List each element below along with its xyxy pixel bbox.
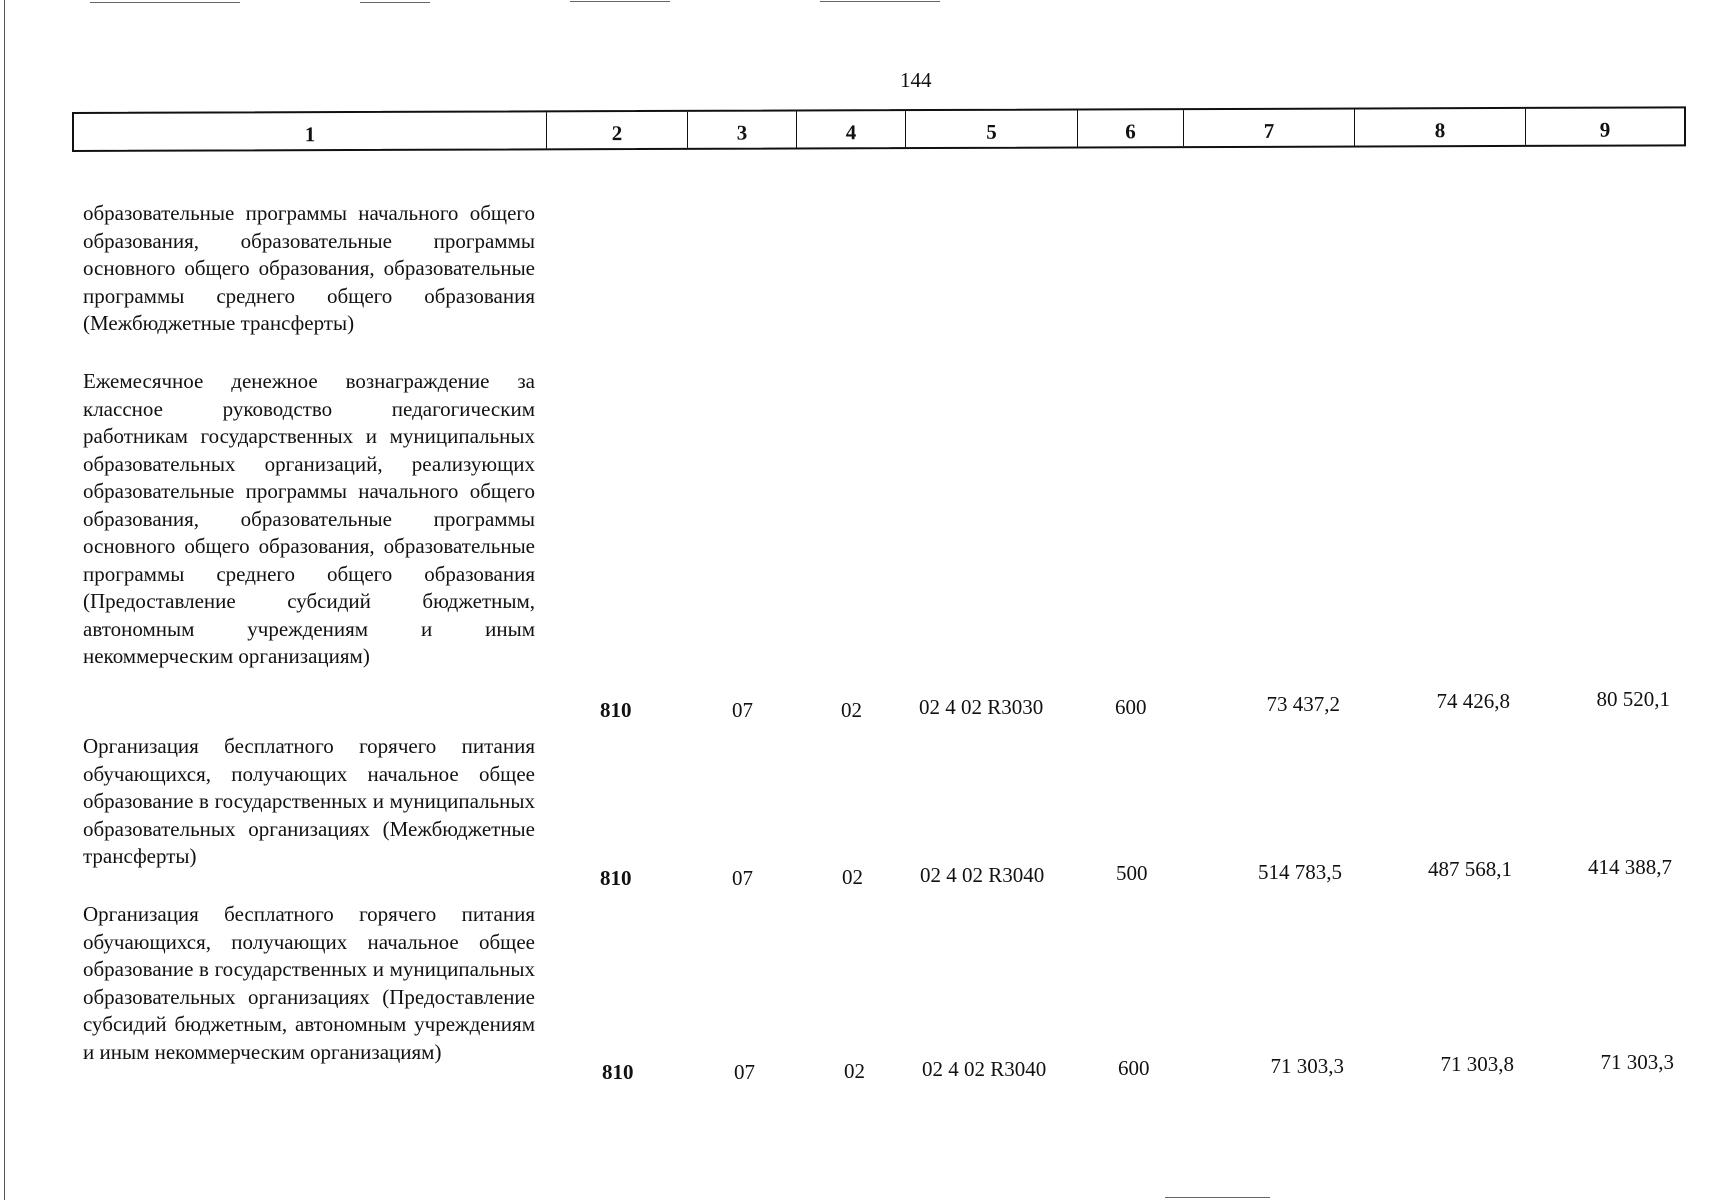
- row-description: Организация бесплатного горячего питания обучающихся, получающих начальное общее образование в государственных и муниципальных образовательных организациях (Предоставление субсидий бюджетным, автономным учреждениям и иным некоммерческим организациям): [83, 902, 535, 1064]
- cell-col-7: 73 437,2: [1266, 692, 1340, 716]
- scan-mark: [570, 1, 670, 2]
- cell-col-4: 02: [841, 698, 862, 722]
- column-header-4: 4: [796, 111, 905, 147]
- column-header-5: 5: [905, 110, 1077, 147]
- row-description: образовательные программы начального общего образования, образовательные программы основного общего образования, образовательные программы среднего общего образования (Межбюджетные трансферты): [83, 201, 535, 335]
- column-header-7: 7: [1183, 110, 1354, 147]
- cell-col-8: 74 426,8: [1436, 689, 1510, 713]
- cell-col-7: 514 783,5: [1258, 860, 1342, 884]
- column-header-3: 3: [687, 111, 796, 147]
- column-header-6: 6: [1077, 110, 1183, 146]
- budget-table: [72, 112, 1686, 1084]
- column-header-2: 2: [546, 112, 687, 148]
- cell-col-6: 500: [1116, 861, 1148, 885]
- cell-col-4: 02: [844, 1059, 865, 1083]
- cell-col-8: 71 303,8: [1440, 1052, 1514, 1076]
- page-number: 144: [900, 68, 932, 92]
- scan-mark: [90, 2, 240, 3]
- row-description: Ежемесячное денежное вознаграждение за классное руководство педагогическим работникам государственных и муниципальных образовательных организаций, реализующих образовательные программы начального общего образования, образовательные программы основного общего образования, образовательные программы среднего общего образования (Предоставление субсидий бюджетным, автономным учреждениям и иным некоммерческим организациям): [83, 369, 535, 668]
- cell-col-5: 02 4 02 R3040: [922, 1057, 1047, 1081]
- table-header-row: [72, 106, 1686, 152]
- cell-col-2: 810: [602, 1060, 634, 1084]
- cell-col-9: 71 303,3: [1600, 1050, 1674, 1074]
- row-description: Организация бесплатного горячего питания обучающихся, получающих начальное общее образование в государственных и муниципальных образовательных организациях (Межбюджетные трансферты): [83, 734, 535, 868]
- cell-col-8: 487 568,1: [1428, 857, 1512, 881]
- scan-mark: [360, 2, 430, 3]
- cell-col-6: 600: [1115, 695, 1147, 719]
- cell-col-7: 71 303,3: [1270, 1054, 1344, 1078]
- cell-col-3: 07: [734, 1060, 755, 1084]
- cell-col-2: 810: [600, 866, 632, 890]
- cell-col-6: 600: [1118, 1056, 1150, 1080]
- scan-mark: [1165, 1197, 1270, 1198]
- column-header-9: 9: [1525, 108, 1684, 145]
- page-edge-line: [4, 0, 5, 1200]
- cell-col-3: 07: [732, 698, 753, 722]
- column-header-1: 1: [304, 122, 316, 147]
- column-header-8: 8: [1354, 109, 1525, 146]
- cell-col-4: 02: [842, 865, 863, 889]
- cell-col-5: 02 4 02 R3030: [919, 695, 1044, 719]
- cell-col-3: 07: [732, 866, 753, 890]
- cell-col-5: 02 4 02 R3040: [920, 863, 1045, 887]
- cell-col-9: 80 520,1: [1596, 687, 1670, 711]
- scan-mark: [820, 1, 940, 2]
- cell-col-9: 414 388,7: [1588, 855, 1672, 879]
- cell-col-2: 810: [600, 698, 632, 722]
